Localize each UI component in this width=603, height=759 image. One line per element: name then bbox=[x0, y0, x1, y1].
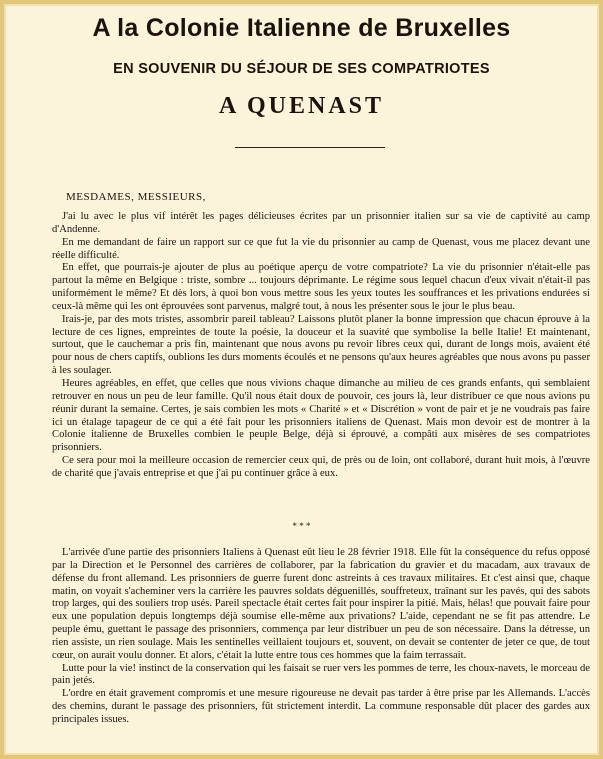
paragraph: L'ordre en était gravement compromis et une mesure rigoureuse ne devait pas tarder à être prise par les Allemands. L'accès des chemins, durant le passage des prisonniers, fût strictement interdit. La commune responsable dût placer des gardes aux principales issues. bbox=[52, 688, 590, 725]
document-title: A la Colonie Italienne de Bruxelles bbox=[92, 14, 511, 42]
paragraph: Irais-je, par des mots tristes, assombrir pareil tableau? Laissons plutôt planer la bonne impression que chacun éprouve à la lecture de ces lignes, empreintes de toute la poésie, la douceur et la suavité que symbolise la belle Italie! Et maintenant, surtout, que le cauchemar a pris fin, maintenant que nous avons pu revoir libres ceux qui, durant de longs mois, avaient été pour nous de chers captifs, oublions les durs moments écoulés et ne pensons qu'aux heures agréables que nous avons pu passer à les soulager. bbox=[52, 313, 590, 377]
paragraph: Ce sera pour moi la meilleure occasion de remercier ceux qui, de près ou de loin, ont collaboré, durant huit mois, à l'œuvre de charité que j'avais entreprise et que j'ai pu continuer grâce à eux. bbox=[52, 455, 590, 479]
paragraph: Heures agréables, en effet, que celles que nous vivions chaque dimanche au milieu de ces grands enfants, qui semblaient retrouver en nous un peu de leur famille. Qu'il nous était doux de pouvoir, ces jours là, leur distribuer ce que nous avions pu réunir durant la semaine. Certes, je sais combien les mots « Charité » et « Discrétion » vont de pair et je ne voudrais pas faire ici un étalage tapageur de ce qui a été fait pour les prisonniers italiens de Quenast. Mais mon devoir est de montrer à la Colonie italienne de Bruxelles combien le peuple Belge, déjà si éprouvé, a compâti aux misères de ses compatriotes prisonniers. bbox=[52, 377, 590, 454]
paragraph: En me demandant de faire un rapport sur ce que fut la vie du prisonnier au camp de Quenast, vous me placez devant une réelle difficulté. bbox=[52, 236, 590, 261]
paragraph: J'ai lu avec le plus vif intérêt les pages délicieuses écrites par un prisonnier italien sur sa vie de captivité au camp d'Andenne. bbox=[52, 211, 590, 235]
letter-body-part2 bbox=[52, 547, 590, 727]
document-subtitle: EN SOUVENIR DU SÉJOUR DE SES COMPATRIOTES bbox=[113, 61, 490, 77]
title-divider bbox=[235, 147, 385, 148]
paragraph: L'arrivée d'une partie des prisonniers Italiens à Quenast eût lieu le 28 février 1918. Elle fût la conséquence du refus opposé par la Direction et le Personnel des carrières de collaborer, par la fabrication du gravier et du macadam, aux travaux de défense du front allemand. Les prisonniers de guerre furent donc astreints à ces travaux militaires. Et c'est ainsi que, chaque matin, on voyait s'acheminer vers la carrière les pauvres soldats déguenillés, souffreteux, traînant sur les pavés, qui des sabots trop larges, qui des souliers trop usés. Pareil spectacle était certes fait pour inspirer la pitié. Mais, hélas! que pouvait faire pour eux une population depuis longtemps déjà soumise elle-même aux privations? L'aide, cependant ne se fit pas attendre. Le peuple ému, guettant le passage des prisonniers, commença par leur distribuer un peu de son nécessaire. Dans la détresse, un rien assiste, un rien soulage. Mais les sentinelles veillaient toujours et, souvent, on devait se contenter de jeter ce que, de tout cœur, on aurait voulu donner. Et alors, c'était la lutte entre tous ces hommes que la faim terrassait. bbox=[52, 547, 590, 661]
paragraph: Lutte pour la vie! instinct de la conservation qui les faisait se ruer vers les pommes de terre, les choux-navets, le morceau de pain jetés. bbox=[52, 662, 590, 687]
paragraph: En effet, que pourrais-je ajouter de plus au poétique aperçu de votre compatriote? La vie du prisonnier n'était-elle pas partout la même en Belgique : triste, sombre ... toujours déprimante. Le régime sous lequel chacun d'eux vivait n'était-il pas uniformément le même? Et dès lors, à quoi bon vous mettre sous les yeux toutes les souffrances et les privations endurées si ceux-là même qui les ont éprouvées sont parvenus, malgré tout, à nous les présenter sous le jour le plus beau. bbox=[52, 262, 590, 312]
place-heading: A QUENAST bbox=[218, 93, 385, 119]
section-asterism: * * * bbox=[292, 521, 311, 531]
salutation: MESDAMES, MESSIEURS, bbox=[66, 191, 206, 203]
letter-body-part1 bbox=[52, 211, 590, 481]
